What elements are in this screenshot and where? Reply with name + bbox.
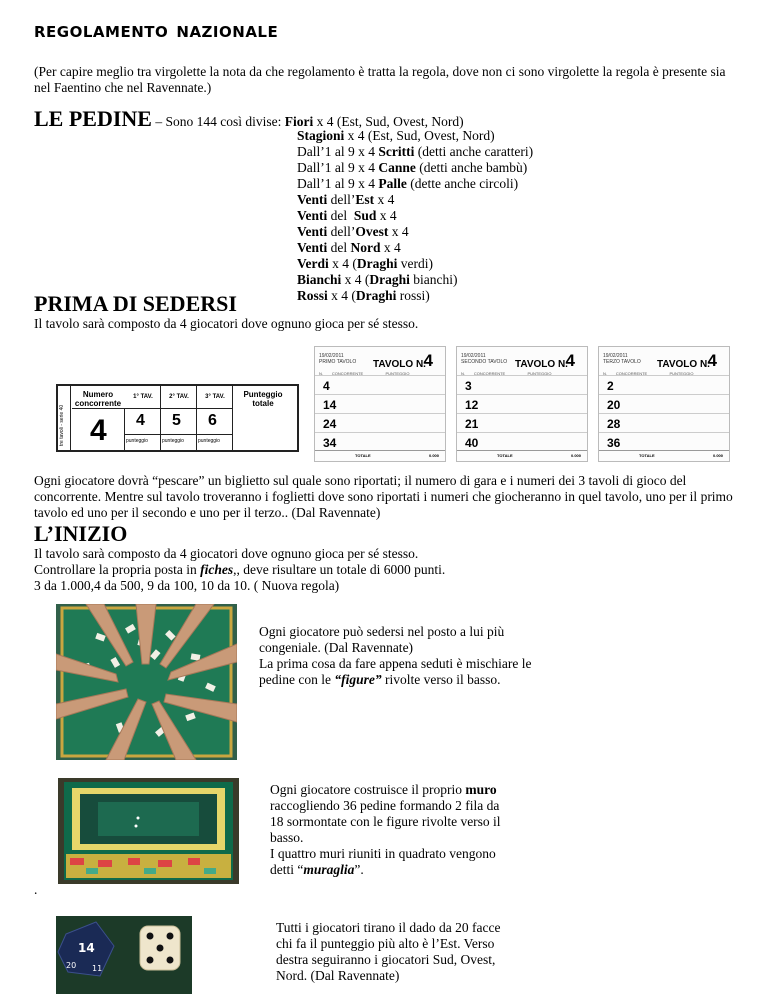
photo-mixing-tiles	[56, 604, 237, 760]
table-sheet-contestant: 2	[607, 379, 614, 393]
pedine-line: Bianchi x 4 (Draghi bianchi)	[297, 272, 458, 287]
table-sheet-subheader: N. CONCORRENTE PUNTEGGIO	[461, 371, 552, 376]
table-sheet-row	[457, 413, 587, 434]
table-sheet-header: 19/02/2011 SECONDO TAVOLO	[461, 353, 508, 365]
die-number-2: 20	[66, 961, 77, 970]
inizio-line-3: 3 da 1.000,4 da 500, 9 da 100, 10 da 10. ( Nuova regola)	[34, 578, 340, 593]
pedine-heading: LE PEDINE	[34, 106, 152, 131]
pedine-line: Venti dell’Est x 4	[297, 192, 395, 207]
table-sheet-row	[457, 375, 587, 396]
table-sheet-row	[599, 413, 729, 434]
photo-dice	[56, 916, 192, 994]
table-sheet-contestant: 4	[323, 379, 330, 393]
table-sheet-contestant: 20	[607, 398, 621, 412]
dot: .	[34, 882, 38, 897]
pedine-line: Rossi x 4 (Draghi rossi)	[297, 288, 430, 303]
table-sheet-row	[315, 413, 445, 434]
table-sheet-contestant: 24	[323, 417, 337, 431]
table-sheet-contestant: 36	[607, 436, 621, 450]
die-number-1: 14	[78, 941, 95, 955]
table-sheet-contestant: 12	[465, 398, 479, 412]
table-sheet-contestant: 14	[323, 398, 337, 412]
ticket-col-tav3: 3° TAV.	[205, 394, 225, 400]
inizio-heading: L’INIZIO	[34, 521, 128, 546]
table-sheet	[314, 346, 446, 462]
table-sheet-total: TOTALE 0.000	[315, 450, 445, 461]
pedine-line: Verdi x 4 (Draghi verdi)	[297, 256, 433, 271]
table-sheet-contestant: 28	[607, 417, 621, 431]
inizio-line-1: Il tavolo sarà composto da 4 giocatori dove ognuno gioca per sé stesso.	[34, 546, 419, 561]
table-sheet-row	[315, 375, 445, 396]
pedine-line-0-text: x 4 (Est, Sud, Ovest, Nord)	[313, 114, 464, 129]
table-sheet-row	[599, 394, 729, 415]
ticket-foot-3: punteggio	[198, 438, 220, 444]
ticket-col-total: Punteggio totale	[243, 390, 283, 408]
pedine-line: Dall’1 al 9 x 4 Canne (detti anche bambù)	[297, 160, 528, 175]
pedine-line: Dall’1 al 9 x 4 Palle (dette anche circoli)	[297, 176, 519, 191]
table-sheet-header: 19/02/2011 PRIMO TAVOLO	[319, 353, 357, 365]
pedine-line-0-bold: Fiori	[284, 114, 314, 129]
ticket-tav1-value: 4	[136, 412, 145, 429]
table-sheet-total: TOTALE 0.000	[457, 450, 587, 461]
ticket-tav3-value: 6	[208, 412, 217, 429]
page-title: regolamento nazionale	[34, 18, 279, 43]
die-number-3: 11	[92, 964, 103, 973]
table-sheet-number: 4	[707, 351, 717, 370]
contestant-ticket	[56, 384, 299, 452]
p2-text: Ogni giocatore costruisce il proprio muro raccogliendo 36 pedine formando 2 fila da 18 sormontate con le figure rivolte verso il basso. I quattro muri riuniti in quadrato vengono detti “muraglia”.	[270, 782, 501, 877]
ticket-side-label: tre tavoli - serie 40	[59, 404, 65, 446]
ticket-tav2-value: 5	[172, 412, 181, 429]
table-sheet-label: TAVOLO N.	[515, 359, 568, 370]
inizio-line-2: Controllare la propria posta in fiches,, deve risultare un totale di 6000 punti.	[34, 562, 446, 577]
table-sheet-label: TAVOLO N.	[373, 359, 426, 370]
table-sheet-contestant: 3	[465, 379, 472, 393]
ticket-big-number: 4	[90, 414, 107, 447]
pedine-line: Venti dell’Ovest x 4	[297, 224, 409, 239]
inizio-text	[34, 546, 445, 594]
pescare-text: Ogni giocatore dovrà “pescare” un biglietto sul quale sono riportati; il numero di gara e i numeri dei 3 tavoli di gioco del concorrente. Mentre sul tavolo troveranno i foglietti dove sono riportati i numeri che giocheranno in quel tavolo, uno per il primo tavolo ed uno per il secondo e uno per il terzo.. (Dal Ravennate)	[34, 473, 733, 520]
table-sheet-header: 19/02/2011 TERZO TAVOLO	[603, 353, 641, 365]
pedine-line: Stagioni x 4 (Est, Sud, Ovest, Nord)	[297, 128, 495, 143]
prima-heading: PRIMA DI SEDERSI	[34, 291, 237, 316]
pedine-intro: – Sono 144 così divise:	[151, 114, 285, 129]
table-sheet-total: TOTALE 0.000	[599, 450, 729, 461]
table-sheet-row	[457, 394, 587, 415]
intro-note: (Per capire meglio tra virgolette la nota da che regolamento è tratta la regola, dove non ci sono virgolette la regola è presente sia nel Faentino che nel Ravennate.)	[34, 64, 726, 95]
table-sheet-row	[315, 394, 445, 415]
pedine-list	[297, 128, 533, 304]
p1-text: Ogni giocatore può sedersi nel posto a lui più congeniale. (Dal Ravennate) La prima cosa da fare appena seduti è mischiare le pedine con le “figure” rivolte verso il basso.	[259, 624, 532, 687]
pedine-line: Venti del Sud x 4	[297, 208, 397, 223]
table-sheet-subheader: N. CONCORRENTE PUNTEGGIO	[603, 371, 694, 376]
table-sheet	[456, 346, 588, 462]
photo-tile-wall	[58, 778, 239, 884]
p3-text: Tutti i giocatori tirano il dado da 20 facce chi fa il punteggio più alto è l’Est. Verso destra seguiranno i giocatori Sud, Ovest, Nord. (Dal Ravennate)	[276, 920, 501, 983]
table-sheet-contestant: 34	[323, 436, 337, 450]
table-sheet-number: 4	[423, 351, 433, 370]
table-sheet-row	[599, 375, 729, 396]
ticket-col-tav2: 2° TAV.	[169, 394, 189, 400]
pedine-line: Venti del Nord x 4	[297, 240, 401, 255]
table-sheet-label: TAVOLO N.	[657, 359, 710, 370]
ticket-col-tav1: 1° TAV.	[133, 394, 153, 400]
table-sheet	[598, 346, 730, 462]
table-sheet-subheader: N. CONCORRENTE PUNTEGGIO	[319, 371, 410, 376]
ticket-foot-1: punteggio	[126, 438, 148, 444]
prima-text: Il tavolo sarà composto da 4 giocatori dove ognuno gioca per sé stesso.	[34, 316, 419, 331]
ticket-col-number: Numero concorrente	[74, 390, 122, 408]
pedine-line: Dall’1 al 9 x 4 Scritti (detti anche caratteri)	[297, 144, 534, 159]
table-sheet-number: 4	[565, 351, 575, 370]
ticket-foot-2: punteggio	[162, 438, 184, 444]
table-sheet-contestant: 21	[465, 417, 479, 431]
table-sheet-contestant: 40	[465, 436, 479, 450]
